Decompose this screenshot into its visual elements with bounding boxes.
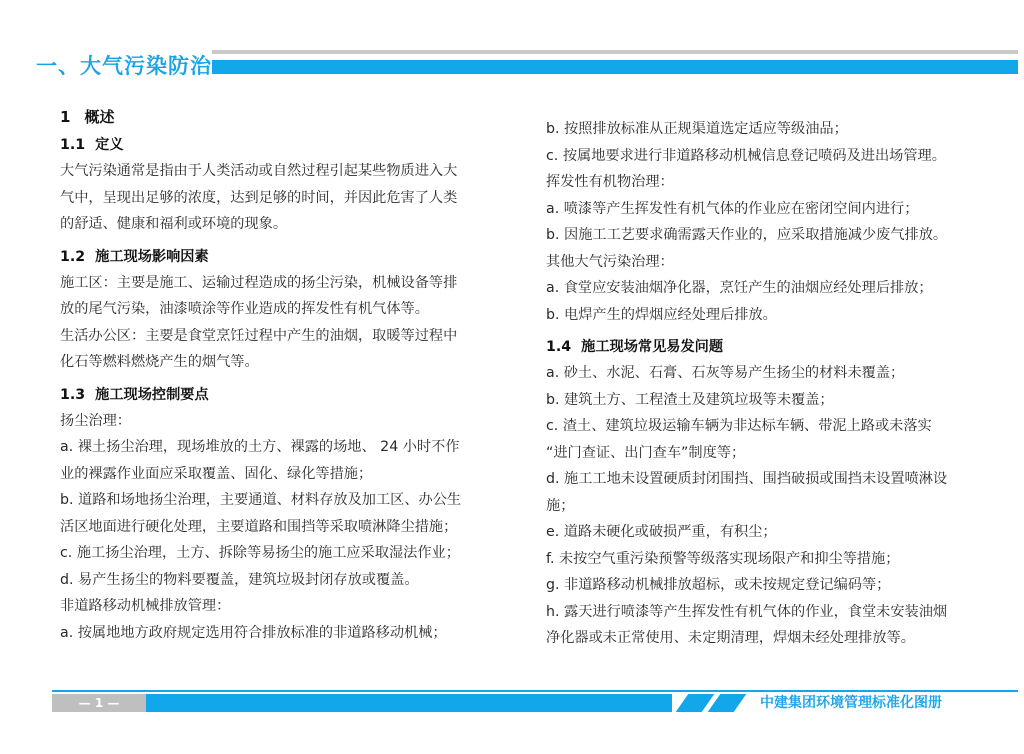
footer-rule [52, 690, 1018, 692]
heading-common-problems [546, 334, 976, 360]
paragraph-line: 非道路移动机械排放管理： [60, 598, 231, 614]
section-title: 一、大气污染防治 [36, 54, 212, 78]
paragraph-line: 气中，呈现出足够的浓度，达到足够的时间，并因此危害了人类 [60, 189, 458, 206]
paragraph-line: b. 建筑土方、工程渣土及建筑垃圾等未覆盖； [546, 391, 834, 408]
paragraph-line: 化石等燃料燃烧产生的烟气等。 [60, 354, 259, 370]
paragraph-line: 施； [546, 497, 575, 514]
paragraph-line: a. 食堂应安装油烟净化器，烹饪产生的油烟应经处理后排放； [546, 280, 933, 296]
paragraph-line: 生活办公区：主要是食堂烹饪过程中产生的油烟，取暖等过程中 [60, 327, 458, 344]
paragraph-line: c. 渣土、建筑垃圾运输车辆为非达标车辆、带泥上路或未落实 [546, 418, 932, 434]
paragraph-line: 放的尾气污染，油漆喷涂等作业造成的挥发性有机气体等。 [60, 301, 429, 317]
heading-influence-factors [60, 244, 480, 270]
paragraph-line: a. 裸土扬尘治理，现场堆放的土方、裸露的场地、 24 小时不作 [60, 439, 460, 455]
heading-number: 1.1 [60, 137, 86, 153]
heading-number: 1.2 [60, 248, 86, 265]
footer-blue-bar [146, 694, 672, 712]
paragraph-line: “进门查证、出门查车”制度等； [546, 444, 746, 461]
heading-control-points [60, 382, 480, 408]
paragraph-line: 施工区：主要是施工、运输过程造成的扬尘污染，机械设备等排 [60, 274, 458, 291]
paragraph-line: d. 易产生扬尘的物料要覆盖，建筑垃圾封闭存放或覆盖。 [60, 571, 419, 588]
paragraph-line: b. 按照排放标准从正规渠道选定适应等级油品； [546, 121, 848, 137]
footer-brand: 中建集团环境管理标准化图册 [760, 695, 942, 711]
paragraph-line: b. 因施工工艺要求确需露天作业的，应采取措施减少废气排放。 [546, 227, 948, 243]
heading-definition [60, 132, 480, 158]
paragraph-line: c. 按属地要求进行非道路移动机械信息登记喷码及进出场管理。 [546, 147, 946, 164]
paragraph-line: 其他大气污染治理： [546, 253, 674, 270]
paragraph-line: b. 道路和场地扬尘治理，主要通道、材料存放及加工区、办公生 [60, 492, 462, 508]
header-grey-rule [212, 50, 1018, 54]
paragraph-line: 的舒适、健康和福利或环境的现象。 [60, 216, 288, 232]
paragraph-line: 扬尘治理： [60, 412, 131, 429]
paragraph-line: a. 喷漆等产生挥发性有机气体的作业应在密闭空间内进行； [546, 200, 919, 217]
paragraph-line: b. 电焊产生的焊烟应经处理后排放。 [546, 306, 777, 323]
right-column [546, 116, 976, 652]
paragraph-line: c. 施工扬尘治理，土方、拆除等易扬尘的施工应采取湿法作业； [60, 545, 460, 561]
paragraph-line: a. 按属地地方政府规定选用符合排放标准的非道路移动机械； [60, 624, 447, 641]
header-blue-bar [212, 60, 1018, 74]
paragraph-line: a. 砂土、水泥、石膏、石灰等易产生扬尘的材料未覆盖； [546, 365, 905, 381]
left-column [60, 104, 480, 646]
footer-stripe [708, 694, 747, 712]
paragraph-line: 净化器或未正常使用、未定期清理，焊烟未经处理排放等。 [546, 630, 915, 646]
paragraph-line: 大气污染通常是指由于人类活动或自然过程引起某些物质进入大 [60, 163, 458, 179]
paragraph-line: d. 施工工地未设置硬质封闭围挡、围挡破损或围挡未设置喷淋设 [546, 471, 948, 487]
paragraph-line: h. 露天进行喷漆等产生挥发性有机气体的作业，食堂未安装油烟 [546, 603, 948, 620]
heading-overview [60, 104, 480, 130]
paragraph-line: 活区地面进行硬化处理，主要道路和围挡等采取喷淋降尘措施； [60, 518, 458, 535]
paragraph-line: f. 未按空气重污染预警等级落实现场限产和抑尘等措施； [546, 550, 900, 567]
heading-text: 施工现场常见易发问题 [581, 339, 724, 355]
heading-number: 1.3 [60, 386, 86, 403]
heading-number: 1 [60, 108, 71, 126]
page-number: — 1 — [78, 696, 120, 710]
heading-text: 施工现场影响因素 [95, 248, 209, 265]
heading-text: 概述 [84, 108, 115, 126]
paragraph-line: 挥发性有机物治理： [546, 174, 674, 190]
heading-text: 施工现场控制要点 [95, 386, 209, 403]
paragraph-line: e. 道路未硬化或破损严重，有积尘； [546, 524, 777, 540]
heading-text: 定义 [95, 137, 124, 153]
paragraph-line: 业的裸露作业面应采取覆盖、固化、绿化等措施； [60, 465, 373, 482]
paragraph-line: g. 非道路移动机械排放超标，或未按规定登记编码等； [546, 577, 891, 593]
heading-number: 1.4 [546, 339, 572, 355]
